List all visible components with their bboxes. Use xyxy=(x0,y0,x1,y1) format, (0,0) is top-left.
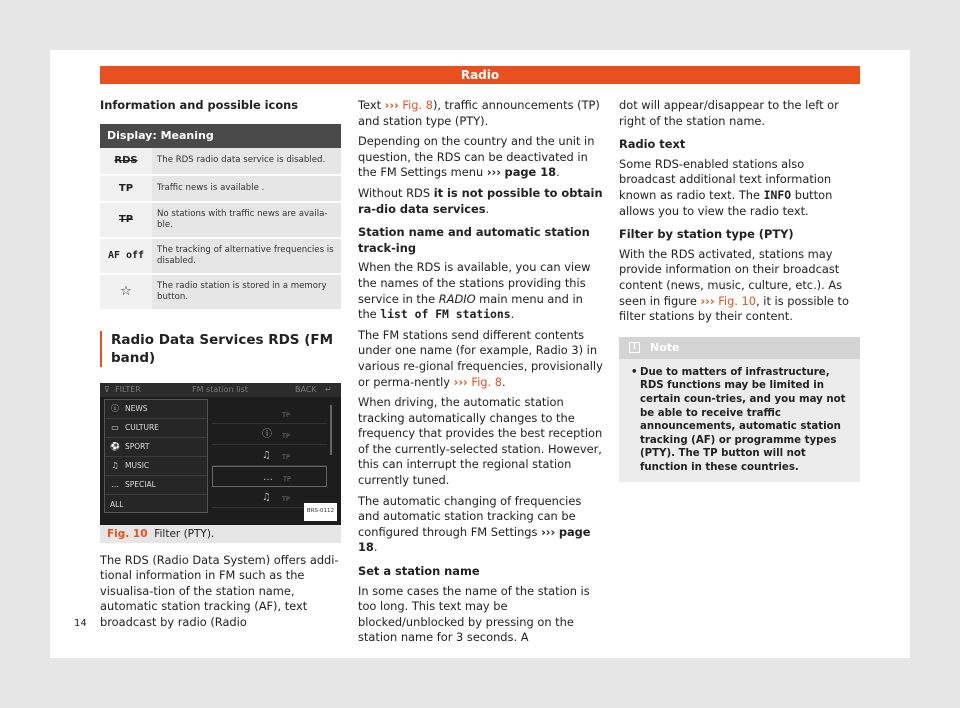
table-cell: Traffic news is available . xyxy=(152,175,341,202)
note-box xyxy=(619,337,860,483)
subheading: Station name and automatic station track-ing xyxy=(358,225,590,255)
special-icon: … xyxy=(111,479,119,489)
figure-back-label: BACK xyxy=(295,384,317,394)
ref-arrow: ››› xyxy=(486,165,501,180)
figure-screenshot xyxy=(100,383,341,525)
sport-icon: ⚽ xyxy=(110,441,120,451)
paragraph: With the RDS activated, stations may provide information on their broadcast content (news, music, culture, etc.). As seen in figure ››› Fig. 10, it is possible to filter stations by their content. xyxy=(619,246,849,324)
menu-item: ♫ MUSIC xyxy=(105,457,207,476)
subheading: Filter by station type (PTY) xyxy=(619,227,794,242)
menu-item: ⓘ NEWS xyxy=(105,400,207,419)
figure-number: Fig. 10 xyxy=(107,527,148,540)
rds-strikethrough-icon: RDS xyxy=(100,148,152,175)
figure-caption-text: Filter (PTY). xyxy=(154,527,215,540)
paragraph: In some cases the name of the station is too long. This text may be blocked/unblocked by pressing on the station name for 3 seconds. A xyxy=(358,583,590,645)
table-cell: The RDS radio data service is disabled. xyxy=(152,148,341,175)
tp-icon: TP xyxy=(100,175,152,202)
ref-arrow: ››› xyxy=(453,374,468,389)
figure-link[interactable]: Fig. 8 xyxy=(471,374,502,389)
culture-icon: ▭ xyxy=(111,422,119,432)
ref-arrow: ››› xyxy=(541,524,556,539)
figure-title: FM station list xyxy=(192,384,248,394)
note-title: Note xyxy=(650,340,680,354)
table-cell: The tracking of alternative frequencies is disabled. xyxy=(152,238,341,274)
table-row xyxy=(100,274,341,310)
af-off-icon: AF off xyxy=(100,238,152,274)
paragraph: When the RDS is available, you can view the names of the stations providing this service in the RADIO main menu and in the list of FM stations. xyxy=(358,260,591,322)
intro-paragraph: The RDS (Radio Data System) offers addi-tional information in FM such as the visualisa-tion of the station name, automatic station tracking (AF), text broadcast by radio (Radio xyxy=(100,552,339,629)
figure-code: BRS-0112 xyxy=(304,503,337,521)
star-icon: ☆ xyxy=(100,274,152,310)
list-item: ⓘ TP xyxy=(212,424,327,445)
paragraph: The FM stations send different contents under one name (for example, Radio 3) in various re-gional frequencies, provisionally or perma-nently ››› Fig. 8. xyxy=(358,327,603,389)
figure-link[interactable]: Fig. 8 xyxy=(402,98,433,112)
subheading: Radio text xyxy=(619,137,686,152)
page-link[interactable]: page 18 xyxy=(504,165,557,180)
section-header: Radio xyxy=(100,66,860,84)
menu-item: … SPECIAL xyxy=(105,476,207,495)
middle-column xyxy=(358,98,603,651)
figure-filter-menu xyxy=(104,399,208,513)
icon-table-header: Display: Meaning xyxy=(100,124,341,148)
section-title: Radio Data Services RDS (FM band) xyxy=(100,331,341,367)
info-heading: Information and possible icons xyxy=(100,98,299,112)
table-cell: No stations with traffic news are availa-ble. xyxy=(152,202,341,238)
table-row xyxy=(100,175,341,202)
menu-item: ▭ CULTURE xyxy=(105,419,207,438)
music-icon: ♫ xyxy=(111,460,119,470)
figure-link[interactable]: Fig. 10 xyxy=(718,293,757,308)
right-column xyxy=(619,98,860,482)
paragraph: Some RDS-enabled stations also broadcast additional text information known as radio text. The INFO button allows you to view the radio text. xyxy=(619,156,833,218)
tp-strikethrough-icon: TP xyxy=(100,202,152,238)
subheading: Set a station name xyxy=(358,564,480,579)
ref-arrow: ››› xyxy=(384,98,399,112)
scrollbar xyxy=(330,405,332,455)
figure-top-bar xyxy=(100,383,341,397)
paragraph: Without RDS it is not possible to obtain ra-dio data services. xyxy=(358,185,603,216)
menu-item: ⚽ SPORT xyxy=(105,438,207,457)
paragraph: The automatic changing of frequencies and automatic station tracking can be configured through FM Settings ››› page 18. xyxy=(358,493,591,555)
paragraph: Text ››› Fig. 8), traffic announcements (TP) and station type (PTY). xyxy=(358,98,600,128)
menu-item: ALL xyxy=(110,499,124,509)
page-link[interactable]: page 18 xyxy=(358,524,591,555)
list-item: ♫ TP xyxy=(212,487,327,508)
left-column xyxy=(100,98,341,636)
note-header xyxy=(619,337,860,359)
list-item: TP xyxy=(212,403,327,424)
note-body xyxy=(619,359,860,483)
note-item: • Due to matters of infrastructure, RDS functions may be limited in certain coun-tries, and you may not be able to receive traffic announcements, automatic station tracking (AF) or programme types (PTY). The TP button will not function in these countries. xyxy=(631,366,850,475)
back-icon: ↵ xyxy=(325,384,332,394)
paragraph: When driving, the automatic station tracking automatically changes to the frequency that provides the best reception of the currently-selected station. However, this can interrupt the regional station currently tuned. xyxy=(358,395,603,488)
table-row xyxy=(100,202,341,238)
list-item: ♫ TP xyxy=(212,445,327,466)
table-cell: The radio station is stored in a memory button. xyxy=(152,274,341,310)
table-row xyxy=(100,148,341,175)
list-item: … TP xyxy=(212,466,327,487)
info-icon: ⓘ xyxy=(111,403,119,413)
ref-arrow: ››› xyxy=(700,293,715,308)
filter-icon: ⊽ xyxy=(104,384,110,394)
table-row xyxy=(100,238,341,274)
figure-station-list xyxy=(212,403,327,508)
paragraph: Depending on the country and the unit in question, the RDS can be deactivated in the FM Settings menu ››› page 18. xyxy=(358,134,595,180)
figure-caption xyxy=(100,525,341,543)
figure-filter-label: FILTER xyxy=(115,384,141,394)
paragraph: dot will appear/disappear to the left or right of the station name. xyxy=(619,98,839,128)
icon-table xyxy=(100,124,341,311)
info-icon: i xyxy=(629,342,640,353)
page-number: 14 xyxy=(74,618,87,629)
